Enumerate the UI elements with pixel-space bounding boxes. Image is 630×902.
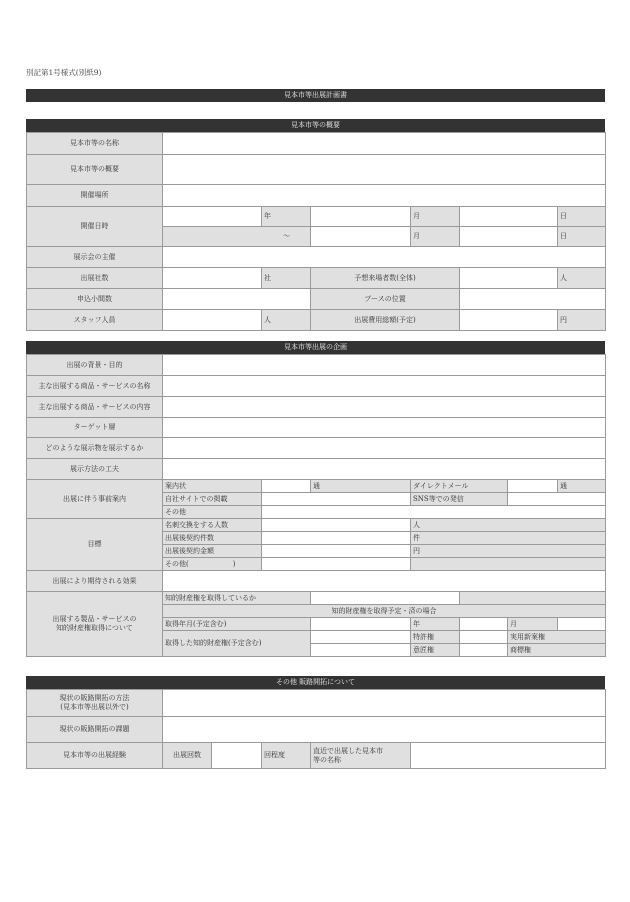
end-month-field[interactable]: [311, 227, 411, 247]
other-table: [26, 689, 606, 769]
booth-count-label: 申込小間数: [27, 289, 163, 310]
notice-other-field[interactable]: [262, 506, 606, 519]
expected-visitors-field[interactable]: [460, 268, 558, 289]
website-field[interactable]: [262, 493, 411, 506]
organizer-field[interactable]: [163, 247, 606, 268]
event-dates-label: 開催日時: [27, 207, 163, 247]
booth-position-label: ブースの位置: [311, 289, 460, 310]
current-method-label: [27, 690, 163, 717]
exhibit-count-unit: 回程度: [262, 743, 311, 769]
ip-date-extra: [558, 618, 606, 631]
total-cost-label: 出展費用総額(予定): [311, 310, 460, 331]
recent-event-line2: 等の名称: [313, 755, 341, 764]
document-title: 見本市等出展計画書: [26, 89, 605, 102]
event-summary-label: 見本市等の概要: [27, 155, 163, 185]
ip-month-unit: 月: [508, 618, 558, 631]
ip-obtained-extra: [460, 592, 606, 605]
event-summary-field[interactable]: [163, 155, 606, 185]
ip-year-unit: 年: [411, 618, 460, 631]
patent-checkbox[interactable]: [311, 631, 411, 644]
contract-count-label: 出展後契約件数: [163, 532, 262, 545]
booth-count-field[interactable]: [163, 289, 311, 310]
goal-other-close: ): [232, 559, 236, 568]
background-purpose-field[interactable]: [163, 355, 606, 376]
expected-effect-label: 出展により期待される効果: [27, 571, 163, 592]
product-name-label: 主な出展する商品・サービスの名称: [27, 376, 163, 397]
patent-label: 特許権: [411, 631, 460, 644]
exhibitor-count-label: 出展社数: [27, 268, 163, 289]
expected-effect-field[interactable]: [163, 571, 606, 592]
exhibitor-count-unit: 社: [262, 268, 311, 289]
contract-count-unit: 件: [411, 532, 606, 545]
start-year-field[interactable]: [163, 207, 262, 227]
invitation-label: 案内状: [163, 480, 262, 493]
current-method-line2: (見本市等出展以外で): [60, 703, 129, 711]
staff-count-label: スタッフ人員: [27, 310, 163, 331]
notice-other-label: その他: [163, 506, 262, 519]
current-issues-field[interactable]: [163, 717, 606, 743]
ip-year-field[interactable]: [311, 618, 411, 631]
expected-visitors-label: 予想来場者数(全体): [311, 268, 460, 289]
venue-field[interactable]: [163, 185, 606, 207]
display-method-label: 展示方法の工夫: [27, 459, 163, 480]
utility-model-checkbox[interactable]: [460, 631, 508, 644]
overview-table: [26, 132, 606, 331]
advance-notice-label: 出展に伴う事前案内: [27, 480, 163, 519]
goal-label: 目標: [27, 519, 163, 571]
design-checkbox[interactable]: [311, 644, 411, 657]
background-purpose-label: 出展の背景・目的: [27, 355, 163, 376]
exhibitor-count-field[interactable]: [163, 268, 262, 289]
goal-other-unit: [411, 558, 606, 571]
current-issues-label: 現状の販路開拓の課題: [27, 717, 163, 743]
product-name-field[interactable]: [163, 376, 606, 397]
contract-amount-label: 出展後契約金額: [163, 545, 262, 558]
ip-scheduled-header: 知的財産権を取得予定・済の場合: [163, 605, 606, 618]
exhibits-field[interactable]: [163, 438, 606, 459]
recent-event-label: [311, 743, 411, 769]
form-id: 別記第1号様式(別紙9): [26, 68, 102, 77]
contract-amount-field[interactable]: [262, 545, 411, 558]
start-month-unit: 月: [411, 207, 460, 227]
product-content-field[interactable]: [163, 397, 606, 418]
total-cost-field[interactable]: [460, 310, 558, 331]
plan-section-header: 見本市等出展の企画: [26, 341, 605, 354]
card-exchange-unit: 人: [411, 519, 606, 532]
goal-other-label: [163, 558, 262, 571]
direct-mail-label: ダイレクトメール: [411, 480, 508, 493]
utility-model-label: 実用新案権: [508, 631, 606, 644]
design-label: 意匠権: [411, 644, 460, 657]
recent-event-line1: 直近で出展した見本市: [313, 746, 383, 755]
other-section-header: その他 販路開拓について: [26, 676, 605, 689]
exhibit-count-field[interactable]: [212, 743, 262, 769]
exhibit-count-label: 出展回数: [163, 743, 212, 769]
sns-label: SNS等での発信: [411, 493, 508, 506]
ip-label: [27, 592, 163, 657]
ip-date-label: 取得年月(予定含む): [163, 618, 311, 631]
start-day-field[interactable]: [460, 207, 558, 227]
end-month-unit: 月: [411, 227, 460, 247]
invitation-count-field[interactable]: [262, 480, 311, 493]
goal-other-open: その他(: [165, 559, 189, 568]
sns-field[interactable]: [508, 493, 606, 506]
event-name-field[interactable]: [163, 133, 606, 155]
ip-label-line1: 出展する製品・サービスの: [52, 615, 137, 624]
expected-visitors-unit: 人: [558, 268, 606, 289]
end-day-unit: 日: [558, 227, 606, 247]
exhibits-label: どのような展示物を展示するか: [27, 438, 163, 459]
card-exchange-field[interactable]: [262, 519, 411, 532]
booth-position-field[interactable]: [460, 289, 606, 310]
exhibit-experience-label: 見本市等の出展経験: [27, 743, 163, 769]
start-year-unit: 年: [262, 207, 311, 227]
direct-mail-unit: 通: [558, 480, 606, 493]
event-name-label: 見本市等の名称: [27, 133, 163, 155]
staff-count-unit: 人: [262, 310, 311, 331]
trademark-label: 商標権: [508, 644, 606, 657]
current-method-line1: 現状の販路開拓の方法: [59, 694, 130, 703]
trademark-checkbox[interactable]: [460, 644, 508, 657]
contract-count-field[interactable]: [262, 532, 411, 545]
plan-table: [26, 354, 606, 657]
staff-count-field[interactable]: [163, 310, 262, 331]
goal-other-field[interactable]: [262, 558, 411, 571]
display-method-field[interactable]: [163, 459, 606, 480]
ip-obtained-field[interactable]: [311, 592, 460, 605]
current-method-field[interactable]: [163, 690, 606, 717]
start-day-unit: 日: [558, 207, 606, 227]
product-content-label: 主な出展する商品・サービスの内容: [27, 397, 163, 418]
ip-label-line2: 知的財産権取得について: [56, 624, 133, 632]
venue-label: 開催場所: [27, 185, 163, 207]
start-month-field[interactable]: [311, 207, 411, 227]
website-label: 自社サイトでの掲載: [163, 493, 262, 506]
invitation-unit: 通: [311, 480, 411, 493]
ip-month-field[interactable]: [460, 618, 508, 631]
total-cost-unit: 円: [558, 310, 606, 331]
ip-obtained-label: 知的財産権を取得しているか: [163, 592, 311, 605]
date-range-tilde: 〜: [163, 227, 311, 247]
organizer-label: 展示会の主催: [27, 247, 163, 268]
target-audience-label: ターゲット層: [27, 418, 163, 438]
direct-mail-count-field[interactable]: [508, 480, 558, 493]
contract-amount-unit: 円: [411, 545, 606, 558]
end-day-field[interactable]: [460, 227, 558, 247]
card-exchange-label: 名刺交換をする人数: [163, 519, 262, 532]
overview-section-header: 見本市等の概要: [26, 119, 605, 132]
ip-rights-label: 取得した知的財産権(予定含む): [163, 631, 311, 657]
recent-event-field[interactable]: [411, 743, 606, 769]
target-audience-field[interactable]: [163, 418, 606, 438]
